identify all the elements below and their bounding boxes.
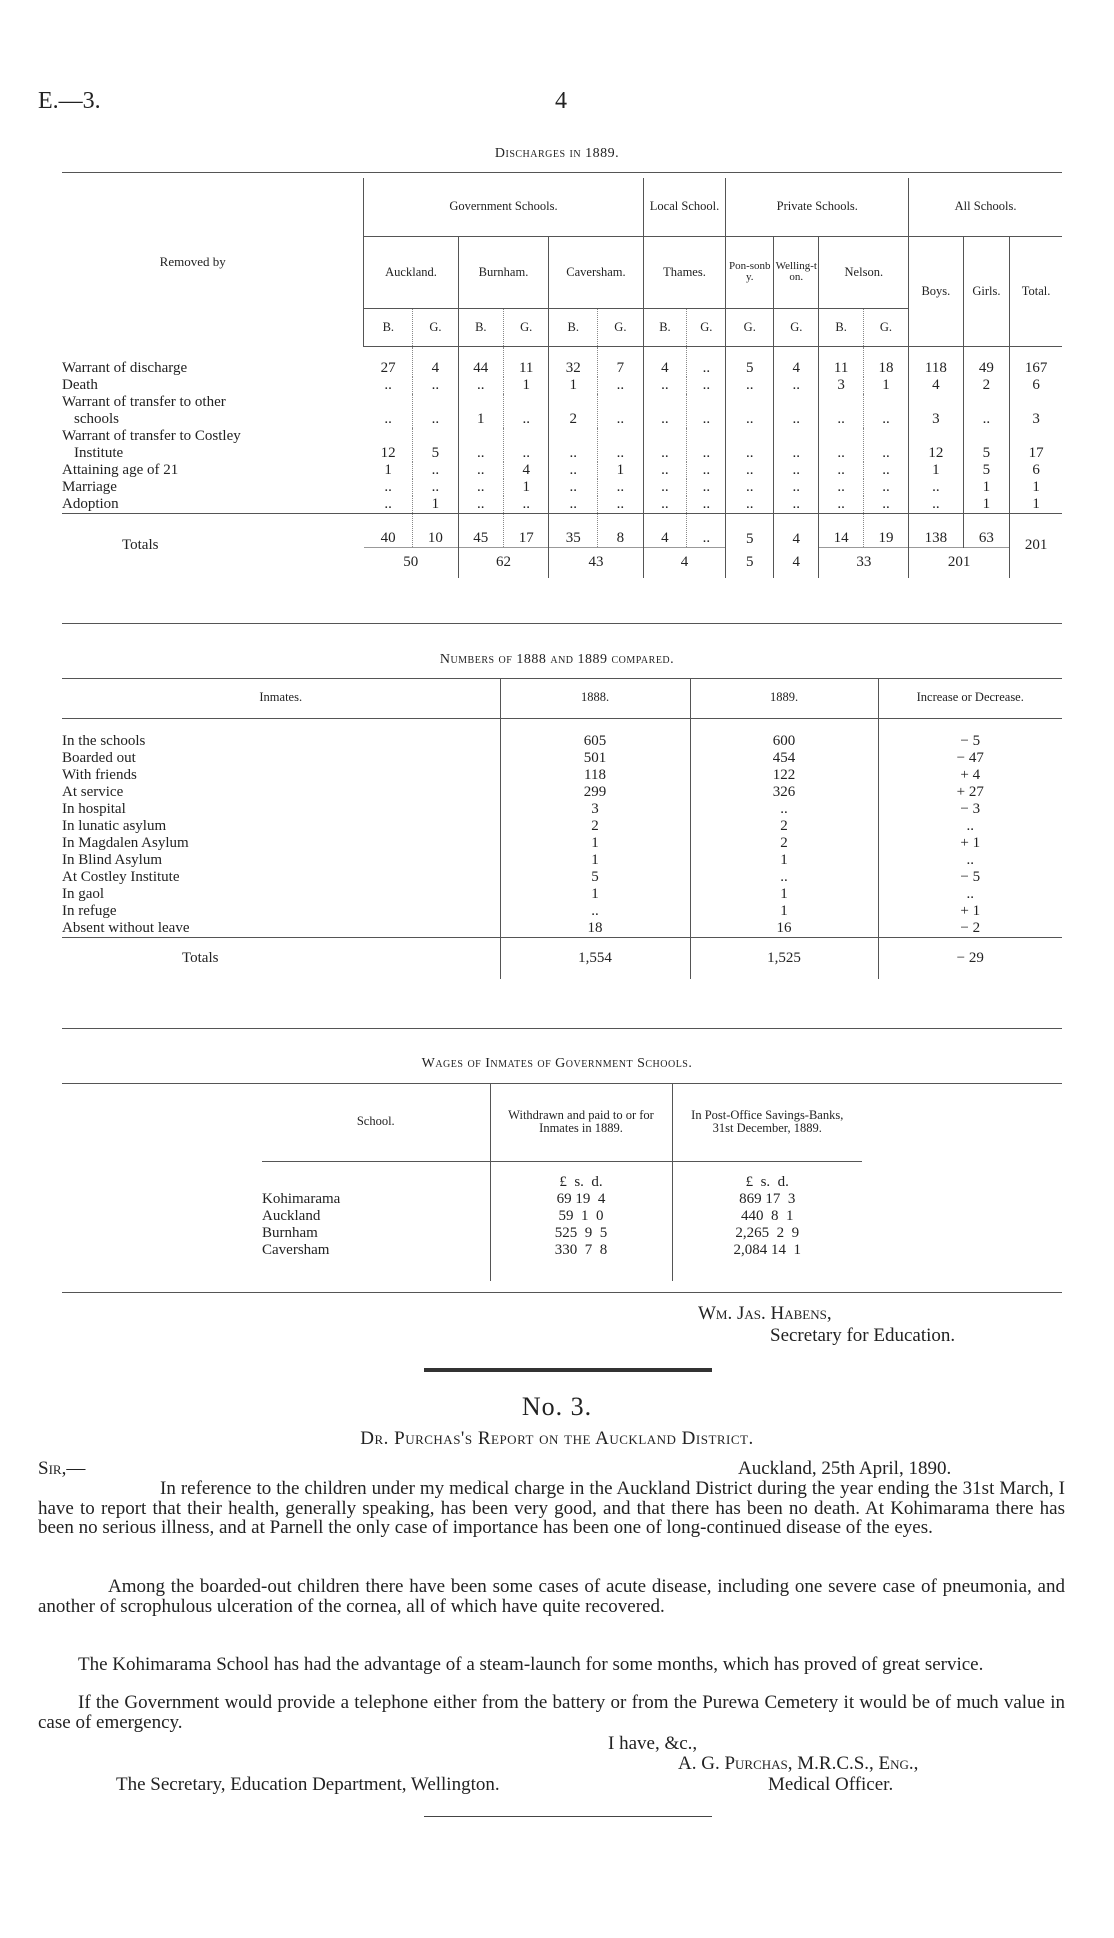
discharge-cell: ..: [458, 496, 503, 514]
discharge-cell: ..: [726, 496, 774, 514]
inmate-value: 3: [500, 801, 690, 818]
discharge-cell: 5: [413, 428, 458, 462]
inmate-label: At Costley Institute: [62, 869, 500, 886]
wages-table: [262, 1083, 862, 1281]
subheader-cell: G.: [598, 308, 643, 346]
row-label: [62, 428, 364, 462]
inmate-row: [62, 784, 1062, 801]
group-government: Government Schools.: [364, 178, 643, 236]
inmate-label: Boarded out: [62, 750, 500, 767]
totals-label: Totals: [62, 514, 364, 578]
inmate-label: In the schools: [62, 718, 500, 750]
discharge-cell: ..: [819, 394, 863, 428]
discharge-cell: ..: [774, 377, 819, 394]
discharge-row: [62, 462, 1062, 479]
inmate-value: ..: [690, 801, 878, 818]
discharge-cell: ..: [726, 462, 774, 479]
subheader-cell: G.: [726, 308, 774, 346]
removed-by-header: Removed by: [62, 178, 364, 346]
wages-school: Auckland: [262, 1208, 490, 1225]
discharge-cell: ..: [687, 462, 726, 479]
subtotal-cell: 4: [643, 548, 726, 578]
inmate-value: ..: [500, 903, 690, 920]
group-private: Private Schools.: [726, 178, 909, 236]
discharge-cell: ..: [598, 496, 643, 514]
discharge-cell: ..: [413, 394, 458, 428]
numbers-title: Numbers of 1888 and 1889 compared.: [439, 652, 675, 667]
signature-habens: Wm. Jas. Habens,: [698, 1303, 832, 1324]
inmate-row: [62, 818, 1062, 835]
row-label: [62, 394, 364, 428]
wages-amount: 2,084 14 1: [733, 1242, 801, 1258]
row-label-line: Attaining age of 21: [62, 462, 179, 478]
inmate-totals-value: − 29: [878, 937, 1062, 979]
discharge-cell: ..: [819, 479, 863, 496]
school-caversham: Caversham.: [549, 236, 643, 308]
grand-total: 201: [1010, 514, 1062, 578]
discharge-cell: 4: [774, 346, 819, 377]
totals-cell: 4: [643, 514, 687, 548]
wages-row: [262, 1225, 862, 1242]
discharge-cell: ..: [774, 394, 819, 428]
discharge-cell: ..: [863, 394, 908, 428]
inmate-label: With friends: [62, 767, 500, 784]
discharge-cell: ..: [643, 428, 687, 462]
totals-cell: 17: [504, 514, 549, 548]
discharge-cell: 4: [909, 377, 963, 394]
inmate-value: 1: [500, 852, 690, 869]
addressee: The Secretary, Education Department, Wellington.: [116, 1774, 500, 1795]
discharge-cell: 27: [364, 346, 413, 377]
row-label-line: Marriage: [62, 479, 117, 495]
wages-school: Caversham: [262, 1242, 490, 1259]
inmate-label: In Magdalen Asylum: [62, 835, 500, 852]
inmate-value: ..: [966, 885, 974, 902]
discharge-cell: ..: [643, 479, 687, 496]
row-label: [62, 496, 364, 514]
discharge-cell: 3: [1032, 411, 1040, 427]
numbers-table: [62, 678, 1062, 979]
discharge-cell: ..: [549, 428, 598, 462]
col-1888: 1888.: [500, 678, 690, 718]
end-rule: [424, 1816, 712, 1817]
discharge-cell: ..: [726, 479, 774, 496]
totals-cell: 8: [598, 514, 643, 548]
subtotal-cell: 4: [774, 548, 819, 578]
inmate-value: 605: [500, 718, 690, 750]
discharge-cell: ..: [364, 377, 413, 394]
wages-amount: 869 17 3: [739, 1191, 796, 1207]
wages-row: [262, 1191, 862, 1208]
inmate-value: 1: [690, 886, 878, 903]
wages-amount: 2,265 2 9: [735, 1225, 800, 1241]
discharge-cell: ..: [687, 394, 726, 428]
discharge-cell: ..: [687, 377, 726, 394]
totals-cell: 4: [774, 514, 819, 548]
wages-row: [262, 1242, 862, 1259]
totals-cell: ..: [687, 514, 726, 548]
inmate-value: + 27: [956, 783, 984, 800]
inmate-value: − 5: [960, 732, 981, 749]
inmate-row: [62, 920, 1062, 938]
inmate-row: [62, 869, 1062, 886]
totals-cell: 40: [364, 514, 413, 548]
discharge-cell: ..: [819, 462, 863, 479]
discharge-cell: 17: [1028, 445, 1044, 461]
group-all: All Schools.: [909, 178, 1062, 236]
letter-heading: Dr. Purchas's Report on the Auckland District.: [360, 1428, 754, 1449]
inmate-label: At service: [62, 784, 500, 801]
totals-cell: 14: [819, 514, 863, 548]
subtotal-cell: 201: [909, 548, 1010, 578]
subheader-cell: G.: [863, 308, 908, 346]
discharge-cell: 11: [819, 346, 863, 377]
units-withdrawn: £ s. d.: [490, 1161, 672, 1191]
report-code: E.—3.: [38, 88, 101, 114]
inmate-value: ..: [690, 869, 878, 886]
discharge-cell: 1: [863, 377, 908, 394]
wages-amount: 440 8 1: [741, 1208, 794, 1224]
discharge-cell: ..: [458, 479, 503, 496]
units-post-office: £ s. d.: [745, 1174, 789, 1190]
signer-title: Medical Officer.: [768, 1774, 894, 1795]
discharge-cell: ..: [364, 496, 413, 514]
inmate-label: Absent without leave: [62, 920, 500, 938]
subtotal-cell: 5: [726, 548, 774, 578]
inmate-label: In hospital: [62, 801, 500, 818]
inmate-value: 5: [500, 869, 690, 886]
inmate-row: [62, 750, 1062, 767]
discharge-cell: 167: [1024, 360, 1048, 376]
school-nelson: Nelson.: [819, 236, 909, 308]
inmate-row: [62, 886, 1062, 903]
discharge-cell: 5: [963, 462, 1010, 479]
discharge-cell: ..: [598, 377, 643, 394]
discharge-cell: 1: [1032, 479, 1040, 495]
subheader-cell: G.: [687, 308, 726, 346]
inmate-value: − 2: [960, 919, 981, 936]
discharge-cell: ..: [598, 428, 643, 462]
inmate-value: 326: [690, 784, 878, 801]
subtotal-cell: 50: [364, 548, 458, 578]
inmate-value: 2: [690, 818, 878, 835]
row-label: [62, 377, 364, 394]
inmate-label: In lunatic asylum: [62, 818, 500, 835]
discharges-title: Discharges in 1889.: [494, 146, 620, 161]
discharge-cell: 1: [963, 496, 1010, 514]
discharge-cell: 6: [1032, 377, 1040, 393]
row-label-line: Warrant of discharge: [62, 360, 188, 376]
inmate-value: 1: [690, 903, 878, 920]
col-boys: Boys.: [909, 236, 963, 346]
discharge-row: [62, 479, 1062, 496]
discharge-row: [62, 428, 1062, 462]
discharge-cell: 1: [504, 479, 549, 496]
discharge-cell: ..: [504, 496, 549, 514]
discharge-cell: ..: [643, 496, 687, 514]
inmate-value: + 1: [960, 834, 981, 851]
discharge-cell: 32: [549, 346, 598, 377]
row-label: [62, 479, 364, 496]
discharge-cell: 4: [504, 462, 549, 479]
discharge-cell: ..: [598, 479, 643, 496]
totals-cell: 5: [726, 514, 774, 548]
subheader-cell: G.: [413, 308, 458, 346]
inmate-value: + 1: [960, 902, 981, 919]
totals-cell: 138: [909, 514, 963, 548]
discharge-cell: ..: [774, 479, 819, 496]
wages-amount: 330 7 8: [490, 1242, 672, 1259]
subheader-cell: B.: [819, 308, 863, 346]
subheader-cell: B.: [458, 308, 503, 346]
school-auckland: Auckland.: [364, 236, 458, 308]
group-local: Local School.: [643, 178, 726, 236]
inmate-value: − 5: [960, 868, 981, 885]
inmate-label: In gaol: [62, 886, 500, 903]
discharge-cell: 1: [909, 462, 963, 479]
inmate-totals-value: 1,554: [500, 937, 690, 979]
subheader-cell: B.: [643, 308, 687, 346]
discharge-cell: 6: [1032, 462, 1040, 478]
inmate-value: 1: [500, 835, 690, 852]
inmate-value: 1: [690, 852, 878, 869]
row-label-line: Death: [62, 377, 98, 393]
discharge-cell: 11: [504, 346, 549, 377]
inmate-value: 16: [690, 920, 878, 938]
wages-row: [262, 1208, 862, 1225]
inmate-value: − 3: [960, 800, 981, 817]
signature-habens-title: Secretary for Education.: [770, 1325, 956, 1346]
inmate-value: 1: [500, 886, 690, 903]
school-burnham: Burnham.: [458, 236, 549, 308]
discharge-cell: ..: [643, 377, 687, 394]
wages-title: Wages of Inmates of Government Schools.: [421, 1056, 693, 1071]
inmate-value: 2: [690, 835, 878, 852]
school-thames: Thames.: [643, 236, 726, 308]
discharge-cell: ..: [687, 428, 726, 462]
col-increase: Increase or Decrease.: [878, 678, 1062, 718]
row-label-line: Institute: [74, 445, 124, 461]
discharge-cell: ..: [364, 394, 413, 428]
discharge-cell: 1: [413, 496, 458, 514]
totals-cell: 45: [458, 514, 503, 548]
discharge-cell: ..: [549, 496, 598, 514]
discharge-cell: 1: [598, 462, 643, 479]
discharge-cell: ..: [458, 462, 503, 479]
discharge-cell: 4: [413, 346, 458, 377]
inmate-row: [62, 852, 1062, 869]
inmate-row: [62, 903, 1062, 920]
section-divider: [424, 1368, 712, 1372]
page-number: 4: [555, 88, 567, 114]
discharge-cell: 1: [458, 394, 503, 428]
discharge-cell: ..: [819, 428, 863, 462]
discharge-cell: 2: [549, 394, 598, 428]
subtotal-cell: 33: [819, 548, 909, 578]
discharge-cell: ..: [726, 377, 774, 394]
inmate-row: [62, 718, 1062, 750]
discharge-row: [62, 496, 1062, 514]
discharge-cell: ..: [863, 428, 908, 462]
discharge-cell: ..: [774, 428, 819, 462]
wages-amount: 525 9 5: [490, 1225, 672, 1242]
inmate-row: [62, 767, 1062, 784]
paragraph-2: Among the boarded-out children there have been some cases of acute disease, including one severe case of pneumonia, and another of scrophulous ulceration of the cornea, all of which have quite recovered.: [38, 1576, 1065, 1617]
discharge-cell: ..: [549, 479, 598, 496]
totals-row-1: [62, 514, 1062, 548]
paragraph-3: The Kohimarama School has had the advantage of a steam-launch for some months, which has proved of great service.: [78, 1654, 984, 1675]
discharge-cell: 118: [909, 346, 963, 377]
subheader-cell: G.: [504, 308, 549, 346]
discharge-cell: ..: [726, 394, 774, 428]
signer: A. G. Purchas, M.R.C.S., Eng.,: [678, 1753, 919, 1774]
col-withdrawn: Withdrawn and paid to or for Inmates in 1889.: [490, 1083, 672, 1161]
inmate-value: 600: [690, 718, 878, 750]
row-label-line: Warrant of transfer to other: [62, 394, 226, 410]
discharge-cell: ..: [598, 394, 643, 428]
inmate-value: + 4: [960, 766, 981, 783]
discharge-cell: ..: [774, 462, 819, 479]
row-label: [62, 462, 364, 479]
discharge-cell: ..: [643, 462, 687, 479]
discharge-cell: 5: [726, 346, 774, 377]
inmate-totals-value: 1,525: [690, 937, 878, 979]
subtotal-cell: 43: [549, 548, 643, 578]
row-label-line: Adoption: [62, 496, 119, 512]
discharge-cell: ..: [687, 479, 726, 496]
discharge-cell: ..: [774, 496, 819, 514]
discharge-cell: ..: [643, 394, 687, 428]
paragraph-1: In reference to the children under my medical charge in the Auckland District during the year ending the 31st March, I have to report that their health, generally speaking, has been very good, and that there has been no death. At Kohimarama there has been no serious illness, and at Parnell the only case of importance has been one of long-continued disease of the eyes.: [38, 1478, 1065, 1539]
discharge-cell: 44: [458, 346, 503, 377]
wages-school: Burnham: [262, 1225, 490, 1242]
discharge-cell: ..: [458, 428, 503, 462]
col-school: School.: [262, 1083, 490, 1161]
inmate-value: − 47: [956, 749, 984, 766]
inmate-totals-row: [62, 937, 1062, 979]
discharge-cell: ..: [687, 346, 726, 377]
discharge-cell: ..: [364, 479, 413, 496]
inmate-value: ..: [966, 851, 974, 868]
row-label: [62, 346, 364, 377]
paragraph-4: If the Government would provide a telephone either from the battery or from the Purewa Cemetery it would be of much value in case of emergency.: [38, 1692, 1065, 1733]
inmate-value: 18: [500, 920, 690, 938]
discharge-cell: 4: [643, 346, 687, 377]
discharges-table: [62, 178, 1062, 578]
totals-cell: 10: [413, 514, 458, 548]
discharge-cell: ..: [549, 462, 598, 479]
discharge-cell: ..: [504, 428, 549, 462]
discharge-cell: ..: [413, 377, 458, 394]
discharge-cell: ..: [458, 377, 503, 394]
wages-amount: 59 1 0: [490, 1208, 672, 1225]
discharge-cell: ..: [413, 479, 458, 496]
discharge-cell: ..: [863, 496, 908, 514]
discharge-cell: ..: [413, 462, 458, 479]
school-wellington: Welling-ton.: [774, 236, 819, 308]
discharge-cell: ..: [909, 496, 963, 514]
school-ponsonby: Pon-sonby.: [726, 236, 774, 308]
row-label-line: schools: [74, 411, 119, 427]
inmate-totals-label: Totals: [62, 937, 500, 979]
discharge-cell: ..: [726, 428, 774, 462]
discharge-cell: 1: [963, 479, 1010, 496]
col-girls: Girls.: [963, 236, 1010, 346]
inmate-row: [62, 801, 1062, 818]
discharge-cell: 12: [364, 428, 413, 462]
discharge-cell: ..: [863, 479, 908, 496]
discharge-cell: 5: [963, 428, 1010, 462]
subtotal-cell: 62: [458, 548, 549, 578]
col-inmates: Inmates.: [62, 678, 500, 718]
col-total: Total.: [1010, 236, 1062, 346]
row-label-line: Warrant of transfer to Costley: [62, 428, 241, 444]
discharge-cell: ..: [963, 394, 1010, 428]
inmate-value: ..: [966, 817, 974, 834]
discharge-cell: ..: [819, 496, 863, 514]
discharge-cell: ..: [863, 462, 908, 479]
discharge-cell: 1: [1032, 496, 1040, 512]
letter-number: No. 3.: [521, 1392, 593, 1421]
closing: I have, &c.,: [608, 1733, 698, 1754]
discharge-cell: 49: [963, 346, 1010, 377]
inmate-value: 118: [500, 767, 690, 784]
discharge-cell: 3: [819, 377, 863, 394]
discharge-row: [62, 377, 1062, 394]
inmate-value: 454: [690, 750, 878, 767]
discharge-cell: 1: [504, 377, 549, 394]
totals-cell: 63: [963, 514, 1010, 548]
totals-cell: 19: [863, 514, 908, 548]
discharge-row: [62, 394, 1062, 428]
discharge-cell: 3: [909, 394, 963, 428]
inmate-value: 501: [500, 750, 690, 767]
col-1889: 1889.: [690, 678, 878, 718]
discharge-cell: 2: [963, 377, 1010, 394]
place-date: Auckland, 25th April, 1890.: [738, 1458, 952, 1479]
discharge-cell: 1: [549, 377, 598, 394]
discharge-cell: ..: [504, 394, 549, 428]
wages-school: Kohimarama: [262, 1191, 490, 1208]
subheader-cell: G.: [774, 308, 819, 346]
inmate-label: In Blind Asylum: [62, 852, 500, 869]
wages-amount: 69 19 4: [490, 1191, 672, 1208]
salutation: Sir,—: [38, 1458, 86, 1479]
totals-cell: 35: [549, 514, 598, 548]
discharge-cell: 12: [909, 428, 963, 462]
discharge-cell: 1: [364, 462, 413, 479]
discharge-cell: 7: [598, 346, 643, 377]
subheader-cell: B.: [549, 308, 598, 346]
inmate-value: 2: [500, 818, 690, 835]
inmate-value: 299: [500, 784, 690, 801]
inmate-label: In refuge: [62, 903, 500, 920]
discharge-cell: ..: [687, 496, 726, 514]
discharge-cell: ..: [909, 479, 963, 496]
inmate-row: [62, 835, 1062, 852]
discharge-row: [62, 346, 1062, 377]
subheader-cell: B.: [364, 308, 413, 346]
col-post-office: In Post-Office Savings-Banks, 31st December, 1889.: [672, 1083, 862, 1161]
inmate-value: 122: [690, 767, 878, 784]
discharge-cell: 18: [863, 346, 908, 377]
